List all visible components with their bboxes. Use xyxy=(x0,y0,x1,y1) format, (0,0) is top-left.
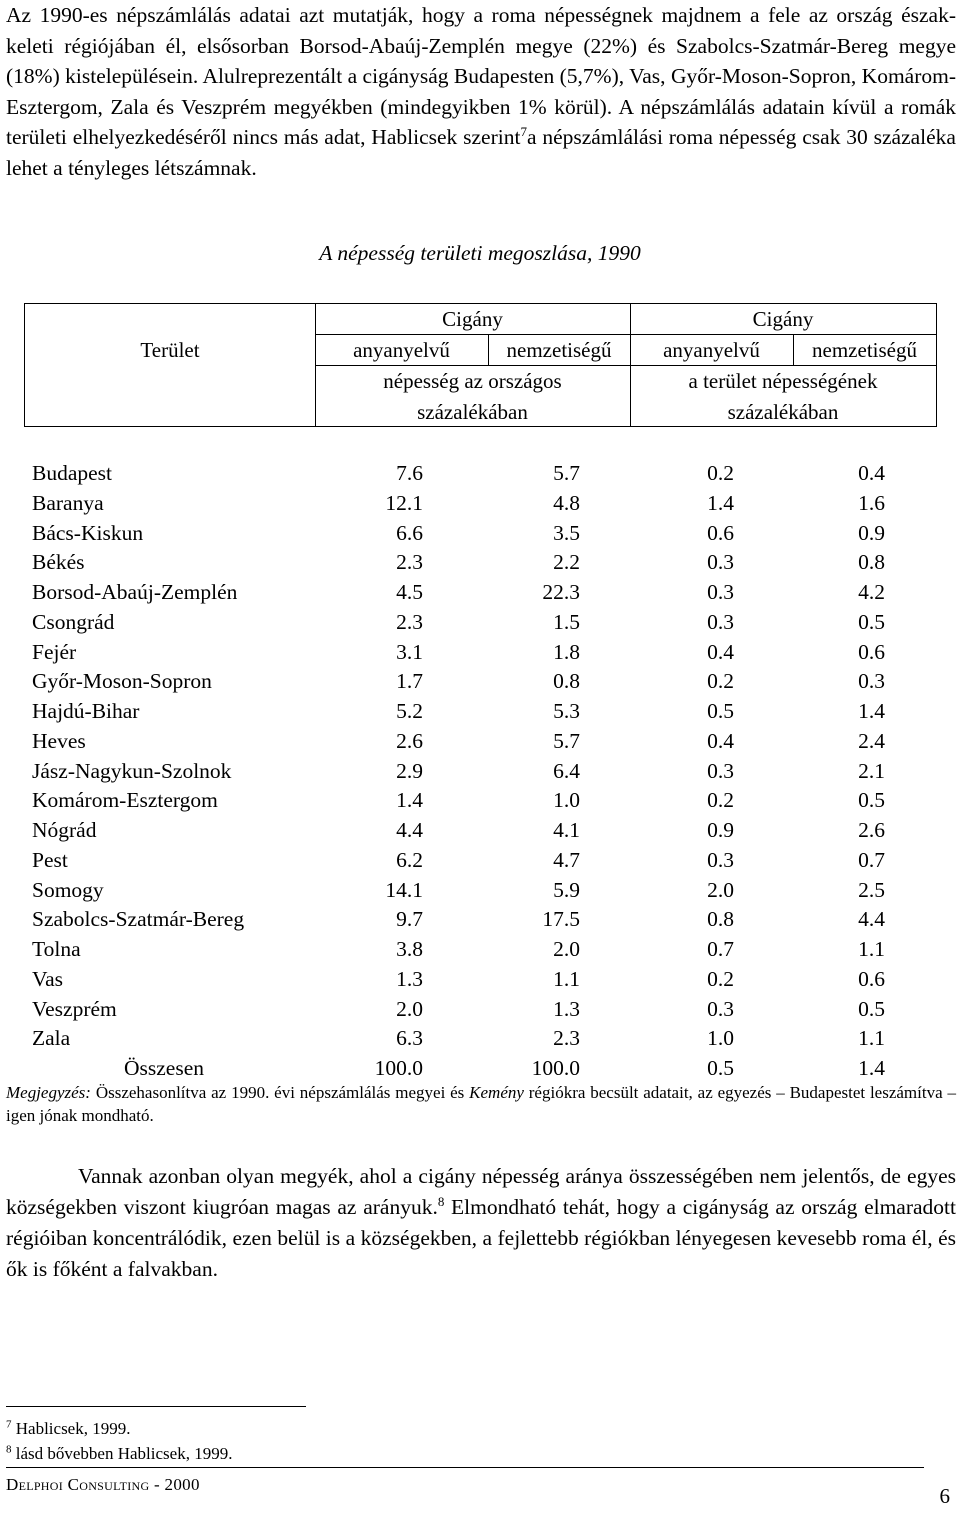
value-col2: 17.5 xyxy=(542,907,580,932)
table-row xyxy=(0,934,960,964)
header-group1-line4: százalékában xyxy=(417,400,528,424)
value-col2: 4.1 xyxy=(553,818,580,842)
value-col4: 0.5 xyxy=(858,996,885,1021)
value-col1: 9.7 xyxy=(396,907,423,932)
region-name: Komárom-Esztergom xyxy=(32,788,218,813)
value-col1: 2.0 xyxy=(396,996,423,1021)
footer-separator xyxy=(6,1467,924,1468)
value-col1: 3.8 xyxy=(396,937,423,961)
footnote-number: 8 xyxy=(6,1443,12,1456)
value-col4: 0.6 xyxy=(858,639,885,664)
value-col1: 7.6 xyxy=(396,461,423,485)
table-row xyxy=(0,488,960,518)
value-col2: 5.9 xyxy=(553,877,580,902)
region-name: Baranya xyxy=(32,490,104,515)
value-col4: 4.2 xyxy=(858,580,885,604)
region-name: Borsod-Abaúj-Zemplén xyxy=(32,580,238,604)
value-col2: 1.8 xyxy=(553,639,580,664)
table-row xyxy=(0,547,960,577)
region-name: Somogy xyxy=(32,877,104,902)
value-col4: 0.5 xyxy=(858,788,885,813)
value-col4: 1.4 xyxy=(858,699,885,723)
value-col2: 3.5 xyxy=(553,520,580,545)
table-row xyxy=(0,458,960,488)
region-name: Csongrád xyxy=(32,609,115,634)
value-col2: 1.0 xyxy=(553,788,580,813)
table-row xyxy=(0,607,960,637)
page-number: 6 xyxy=(939,1484,950,1508)
header-group1-top: Cigány xyxy=(442,307,503,331)
value-col1: 4.5 xyxy=(396,580,423,604)
table-row xyxy=(0,666,960,696)
value-col3: 0.8 xyxy=(707,907,734,932)
region-name: Hajdú-Bihar xyxy=(32,699,140,723)
value-col3: 0.9 xyxy=(707,818,734,842)
value-col2: 4.7 xyxy=(553,847,580,872)
value-col1: 6.2 xyxy=(396,847,423,872)
table-row xyxy=(0,904,960,934)
value-col2: 2.3 xyxy=(553,1026,580,1051)
value-col4: 0.5 xyxy=(858,609,885,634)
value-col2: 1.1 xyxy=(553,966,580,991)
region-name: Nógrád xyxy=(32,818,97,842)
value-col2: 6.4 xyxy=(553,758,580,783)
value-col2: 2.0 xyxy=(553,937,580,961)
table-row xyxy=(0,756,960,786)
table-row xyxy=(0,785,960,815)
value-col1: 3.1 xyxy=(396,639,423,664)
value-col3: 0.3 xyxy=(707,550,734,575)
value-col4: 0.9 xyxy=(858,520,885,545)
note-label: Megjegyzés: xyxy=(6,1083,91,1102)
table-row xyxy=(0,518,960,548)
value-col3: 2.0 xyxy=(707,877,734,902)
header-group2-top: Cigány xyxy=(752,307,814,331)
value-col1: 2.3 xyxy=(396,550,423,575)
value-col3: 0.3 xyxy=(707,580,734,604)
note-italic-name: Kemény xyxy=(469,1083,524,1102)
value-col2: 4.8 xyxy=(553,490,580,515)
value-col4: 0.4 xyxy=(858,461,885,485)
table-row xyxy=(0,875,960,905)
note-text-b: régiókra becsült adatait, az egyezés – Budapestet leszámítva – igen jónak mondható. xyxy=(6,1083,956,1125)
table-row xyxy=(0,726,960,756)
value-col1: 1.7 xyxy=(396,669,423,694)
table-row xyxy=(0,577,960,607)
intro-paragraph xyxy=(6,0,956,183)
value-col2: 5.7 xyxy=(553,461,580,485)
table-body xyxy=(0,458,960,1083)
table-header xyxy=(24,303,937,427)
table-row xyxy=(0,845,960,875)
value-col1: 6.3 xyxy=(396,1026,423,1051)
value-col1: 1.4 xyxy=(396,788,423,813)
table-row xyxy=(0,994,960,1024)
region-name: Bács-Kiskun xyxy=(32,520,144,545)
region-name: Pest xyxy=(32,847,68,872)
value-col3: 0.4 xyxy=(707,728,734,753)
header-col3: anyanyelvű xyxy=(663,338,760,362)
value-col3: 0.3 xyxy=(707,758,734,783)
value-col4: 4.4 xyxy=(858,907,885,932)
footnote-number: 7 xyxy=(6,1418,12,1431)
header-col1: anyanyelvű xyxy=(353,338,450,362)
value-col3: 0.2 xyxy=(707,461,734,485)
value-col3: 0.6 xyxy=(707,520,734,545)
value-col1: 5.2 xyxy=(396,699,423,723)
value-col3: 0.5 xyxy=(707,699,734,723)
value-col3: 0.4 xyxy=(707,639,734,664)
value-col1: 2.3 xyxy=(396,609,423,634)
value-col4: 1.6 xyxy=(858,490,885,515)
region-name: Heves xyxy=(32,728,86,753)
second-text-b: Elmondható tehát, hogy a cigányság az ország elmaradott régióiban koncentrálódik, ezen belül is a községekben, a fejlettebb régiókban lényegesen kevesebb roma él, és ők is főként a falvakban. xyxy=(6,1195,957,1281)
table-row xyxy=(0,696,960,726)
value-col2: 5.7 xyxy=(553,728,580,753)
region-name: Fejér xyxy=(32,639,77,664)
value-col1: 2.6 xyxy=(396,728,423,753)
value-col1: 2.9 xyxy=(396,758,423,783)
value-col4: 0.3 xyxy=(858,669,885,694)
table-row xyxy=(0,1023,960,1053)
value-col4: 0.6 xyxy=(858,966,885,991)
footnote-ref-7[interactable]: 7 xyxy=(520,123,527,139)
value-col2: 5.3 xyxy=(553,699,580,723)
table-note xyxy=(6,1081,956,1127)
value-col1: 12.1 xyxy=(385,490,423,515)
footer-text: Delphoi Consulting - 2000 xyxy=(6,1475,200,1494)
value-col4: 2.5 xyxy=(858,877,885,902)
region-name: Jász-Nagykun-Szolnok xyxy=(32,758,232,783)
region-name: Zala xyxy=(32,1026,71,1051)
second-text-a: Vannak azonban olyan megyék, ahol a cigány népesség aránya összességében nem jelentős, de egyes községekben viszont kiugróan magas az arányuk. xyxy=(6,1164,956,1219)
region-name: Budapest xyxy=(32,461,113,485)
value-col3: 0.2 xyxy=(707,966,734,991)
value-col2: 100.0 xyxy=(531,1056,580,1080)
value-col3: 0.3 xyxy=(707,996,734,1021)
value-col4: 1.4 xyxy=(858,1056,885,1080)
total-label: Összesen xyxy=(124,1056,205,1080)
value-col3: 0.3 xyxy=(707,847,734,872)
header-group1-line3: népesség az országos xyxy=(383,369,562,393)
header-col4: nemzetiségű xyxy=(812,338,917,362)
value-col4: 1.1 xyxy=(858,937,885,961)
region-name: Veszprém xyxy=(32,996,117,1021)
value-col1: 14.1 xyxy=(385,877,423,902)
region-name: Győr-Moson-Sopron xyxy=(32,669,212,694)
value-col2: 2.2 xyxy=(553,550,580,575)
header-group2-line4: százalékában xyxy=(727,400,839,424)
footnote-separator xyxy=(6,1406,306,1407)
value-col4: 0.7 xyxy=(858,847,885,872)
value-col2: 0.8 xyxy=(553,669,580,694)
header-terulet: Terület xyxy=(140,338,200,362)
header-group2-line3: a terület népességének xyxy=(688,369,878,393)
value-col3: 0.2 xyxy=(707,788,734,813)
value-col3: 1.4 xyxy=(707,490,734,515)
value-col4: 1.1 xyxy=(858,1026,885,1051)
value-col2: 22.3 xyxy=(542,580,580,604)
value-col3: 0.2 xyxy=(707,669,734,694)
value-col3: 1.0 xyxy=(707,1026,734,1051)
region-name: Békés xyxy=(32,550,85,575)
value-col1: 1.3 xyxy=(396,966,423,991)
footnote-text: Hablicsek, 1999. xyxy=(11,1419,131,1438)
value-col4: 2.4 xyxy=(858,728,885,753)
value-col4: 0.8 xyxy=(858,550,885,575)
value-col3: 0.7 xyxy=(707,937,734,961)
region-name: Vas xyxy=(32,966,64,991)
value-col3: 0.5 xyxy=(707,1056,734,1080)
table-total-row xyxy=(0,1053,960,1083)
region-name: Tolna xyxy=(32,937,81,961)
value-col4: 2.6 xyxy=(858,818,885,842)
value-col1: 4.4 xyxy=(396,818,423,842)
table-title: A népesség területi megoszlása, 1990 xyxy=(319,241,641,265)
header-col2: nemzetiségű xyxy=(506,338,612,362)
table-row xyxy=(0,815,960,845)
value-col1: 100.0 xyxy=(374,1056,423,1080)
footnote-ref-8[interactable]: 8 xyxy=(437,1193,445,1209)
footnote-7 xyxy=(6,1418,130,1440)
footnote-text: lásd bővebben Hablicsek, 1999. xyxy=(11,1444,233,1463)
note-text-a: Összehasonlítva az 1990. évi népszámlálás megyei és xyxy=(90,1083,470,1102)
value-col2: 1.3 xyxy=(553,996,580,1021)
intro-text-b: a népszámlálási roma népesség csak 30 százaléka lehet a tényleges létszámnak. xyxy=(6,125,956,180)
value-col4: 2.1 xyxy=(858,758,885,783)
second-paragraph xyxy=(6,1161,956,1285)
footnote-8 xyxy=(6,1443,232,1465)
intro-text-a: Az 1990-es népszámlálás adatai azt mutatják, hogy a roma népességnek majdnem a fele az ország észak-keleti régiójában él, elsősorban Borsod-Abaúj-Zemplén megye (22%) és Szabolcs-Szatmár-Bereg megye (18%) kistelepülésein. Alulreprezentált a cigányság Budapesten (5,7%), Vas, Győr-Moson-Sopron, Komárom-Esztergom, Zala és Veszprém megyékben (mindegyikben 1% körül). A népszámlálás adatain kívül a romák területi elhelyezkedéséről nincs más adat, Hablicsek szerint xyxy=(6,3,956,149)
value-col3: 0.3 xyxy=(707,609,734,634)
value-col2: 1.5 xyxy=(553,609,580,634)
value-col1: 6.6 xyxy=(396,520,423,545)
table-row xyxy=(0,964,960,994)
table-row xyxy=(0,637,960,667)
region-name: Szabolcs-Szatmár-Bereg xyxy=(32,907,245,932)
